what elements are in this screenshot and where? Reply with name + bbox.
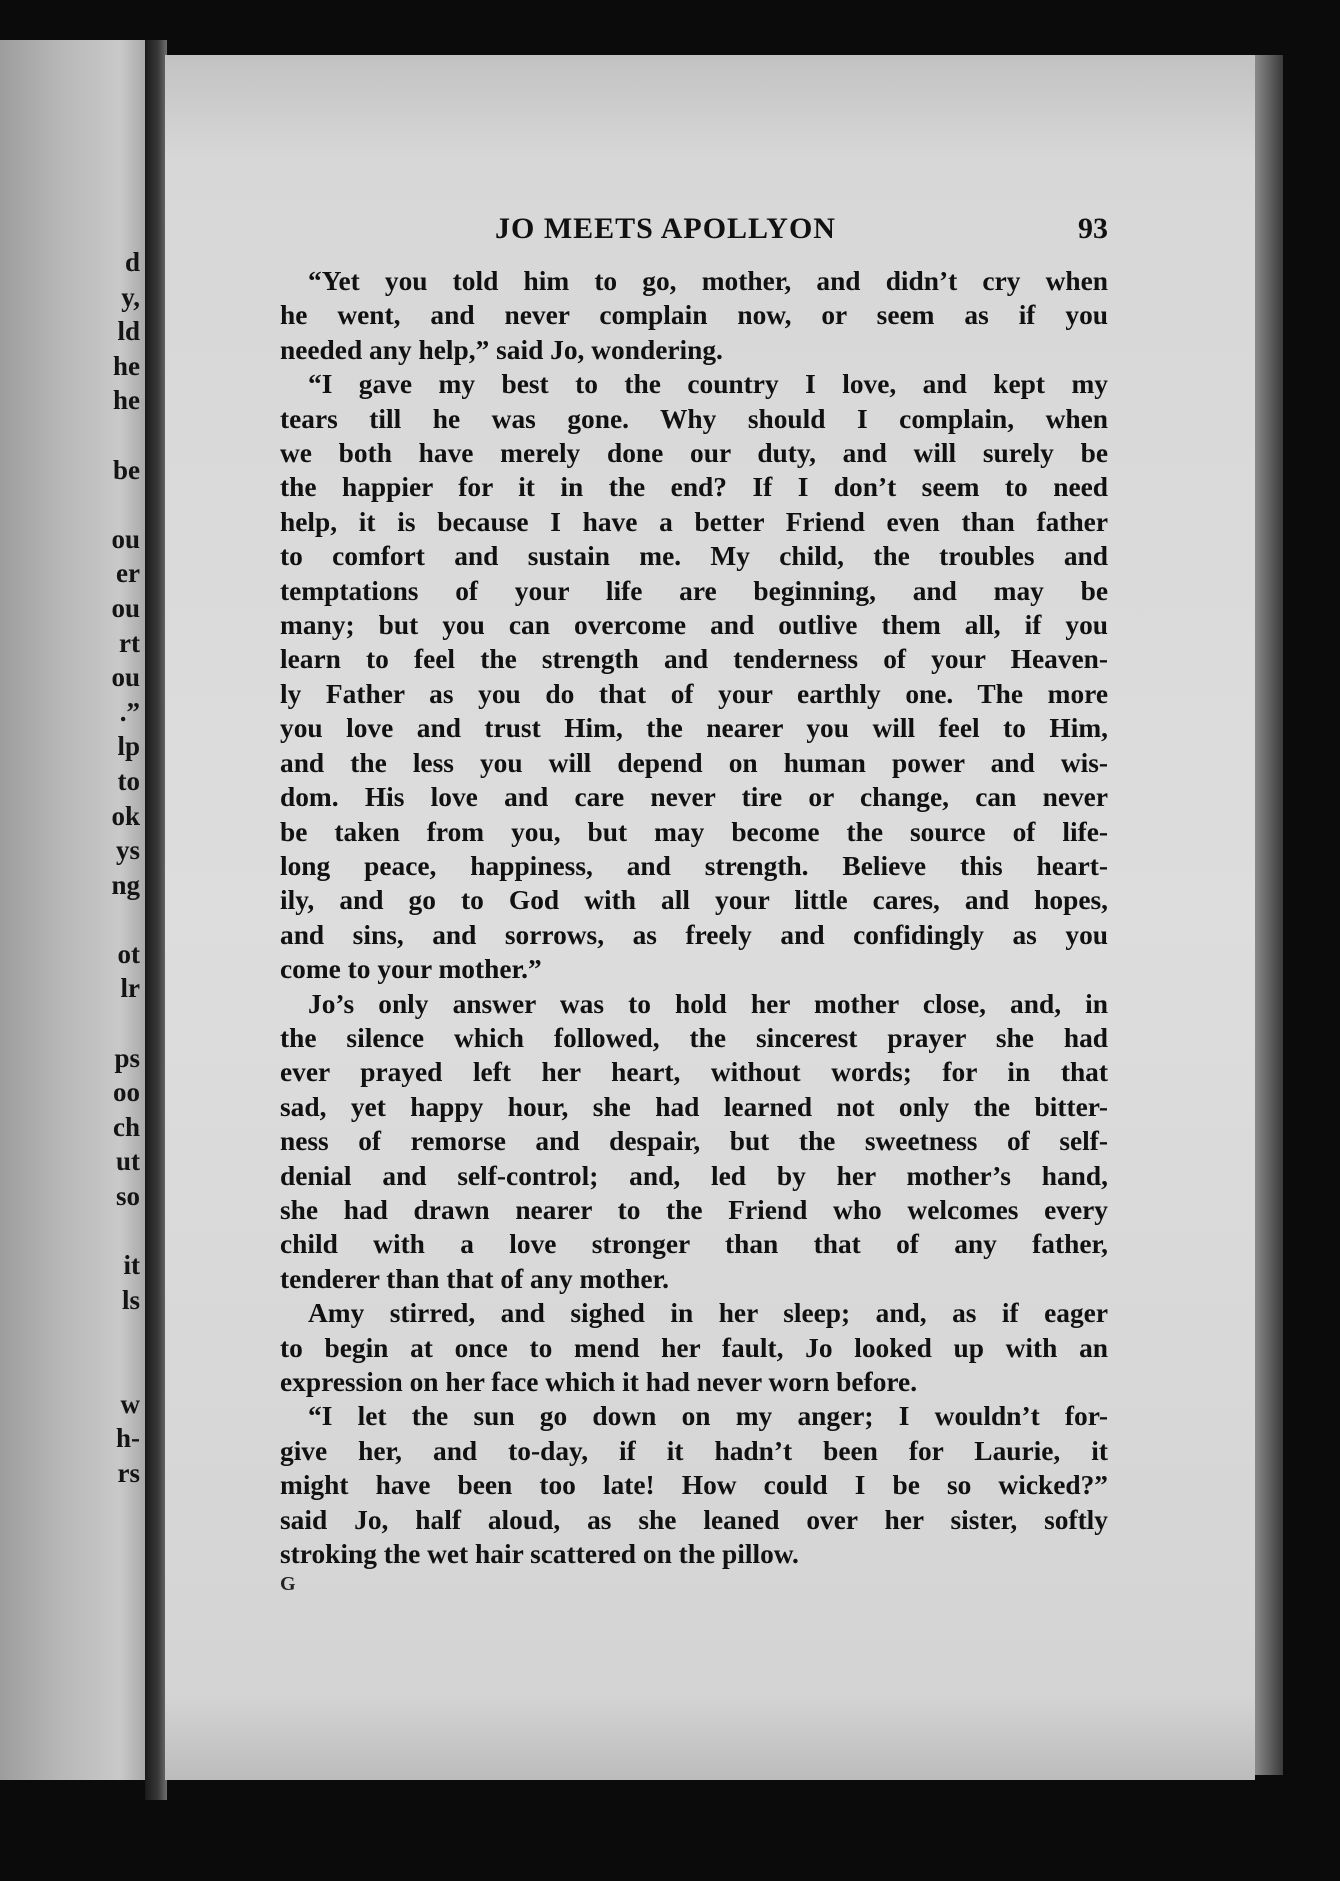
facing-page-fragment: ch [113,1111,140,1142]
facing-page-fragment: it [123,1250,140,1281]
text-line: denial and self-control; and, led by her mother’s hand, [280,1160,1108,1191]
text-line: temptations of your life are beginning, and may be [280,575,1108,606]
paragraph [280,367,1108,986]
facing-page-fragment [111,487,140,522]
body-text [280,264,1108,1571]
facing-page-fragment: ok [111,800,140,831]
chapter-title: JO MEETS APOLLYON [495,212,836,245]
facing-page-fragment: ls [121,1284,140,1315]
text-line: you love and trust Him, the nearer you will feel to Him, [280,713,1108,744]
text-line: child with a love stronger than that of any father, [280,1229,1108,1260]
text-line: and the less you will depend on human power and wis- [280,747,1108,778]
facing-page-fragment: lr [120,973,140,1004]
facing-page-fragment: ps [114,1042,140,1073]
page-edge [1255,55,1283,1775]
text-line: to begin at once to mend her fault, Jo looked up with an [280,1332,1108,1363]
text-line: the happier for it in the end? If I don’t seem to need [280,472,1108,503]
facing-page-fragment: lp [117,731,140,762]
facing-page-fragment: y, [121,281,140,312]
facing-page-fragment: be [113,454,140,485]
book-gutter [145,40,167,1800]
text-line: give her, and to-day, if it hadn’t been for Laurie, it [280,1435,1108,1466]
text-line: and sins, and sorrows, as freely and confidingly as you [280,919,1108,950]
facing-page-fragment: ot [117,938,140,969]
facing-page-fragment [111,1214,140,1249]
text-line: many; but you can overcome and outlive them all, if you [280,610,1108,641]
text-line: tenderer than that of any mother. [280,1263,670,1294]
text-line: help, it is because I have a better Friend even than father [280,506,1108,537]
facing-page-fragment: ys [115,835,140,866]
facing-page-fragment [111,1352,140,1387]
text-line: ness of remorse and despair, but the sweetness of self- [280,1126,1108,1157]
facing-page-fragment: h- [115,1423,140,1454]
facing-page-fragment: ld [117,316,140,347]
text-line: learn to feel the strength and tenderness of your Heaven- [280,644,1108,675]
text-line: “I gave my best to the country I love, and kept my [308,369,1108,400]
facing-page-fragment [111,1317,140,1352]
facing-page [0,40,150,1780]
text-line: Jo’s only answer was to hold her mother close, and, in [308,988,1108,1019]
facing-page-fragment: rt [119,627,140,658]
text-line: “Yet you told him to go, mother, and didn’t cry when [308,266,1108,296]
facing-page-fragment: w [120,1388,140,1419]
facing-page-fragment [111,1006,140,1041]
text-line: ever prayed left her heart, without words; for in that [280,1057,1108,1088]
facing-page-fragment: ou [111,592,140,623]
text-line: she had drawn nearer to the Friend who welcomes every [280,1194,1108,1225]
signature-mark: G [280,1573,296,1596]
facing-page-fragment: rs [117,1457,140,1488]
text-line: “I let the sun go down on my anger; I wouldn’t for- [308,1401,1108,1432]
facing-page-fragment [111,902,140,937]
text-line: Amy stirred, and sighed in her sleep; and, as if eager [308,1298,1108,1329]
running-head [280,212,1108,264]
text-line: ily, and go to God with all your little cares, and hopes, [280,885,1108,916]
text-line: needed any help,” said Jo, wondering. [280,334,723,365]
text-line: said Jo, half aloud, as she leaned over her sister, softly [280,1504,1108,1535]
paragraph [280,987,1108,1297]
paragraph [280,264,1108,367]
facing-page-fragment: ut [115,1146,140,1177]
text-line: expression on her face which it had never worn before. [280,1367,918,1397]
page-number: 93 [1078,212,1108,245]
facing-page-fragment: ng [111,869,140,900]
text-line: to comfort and sustain me. My child, the troubles and [280,541,1108,572]
text-line: the silence which followed, the sincerest prayer she had [280,1022,1108,1053]
text-line: ly Father as you do that of your earthly one. The more [280,678,1108,709]
facing-page-fragment [111,418,140,453]
text-line: sad, yet happy hour, she had learned not only the bitter- [280,1091,1108,1122]
text-line: might have been too late! How could I be so wicked?” [280,1470,1108,1501]
facing-page-fragment: he [113,385,140,416]
facing-page-fragment: ou [111,662,140,693]
text-line: stroking the wet hair scattered on the pillow. [280,1539,799,1570]
facing-page-fragment: to [117,765,140,796]
facing-page-fragment: ou [111,523,140,554]
text-line: we both have merely done our duty, and will surely be [280,438,1108,469]
paragraph [280,1399,1108,1571]
facing-page-fragment: he [113,350,140,381]
paragraph [280,1296,1108,1399]
facing-page-fragment: oo [113,1077,140,1108]
text-line: dom. His love and care never tire or change, can never [280,782,1108,813]
text-line: tears till he was gone. Why should I complain, when [280,403,1108,434]
facing-page-fragment: .” [119,696,140,727]
text-line: be taken from you, but may become the source of life- [280,816,1108,847]
facing-page-fragment: er [116,558,140,589]
text-line: long peace, happiness, and strength. Believe this heart- [280,850,1108,881]
text-line: he went, and never complain now, or seem as if you [280,300,1108,331]
facing-page-text-fragments [111,245,140,1490]
facing-page-fragment: so [115,1181,140,1212]
text-line: come to your mother.” [280,954,542,985]
page-content [280,212,1108,1596]
facing-page-fragment: d [124,247,140,277]
